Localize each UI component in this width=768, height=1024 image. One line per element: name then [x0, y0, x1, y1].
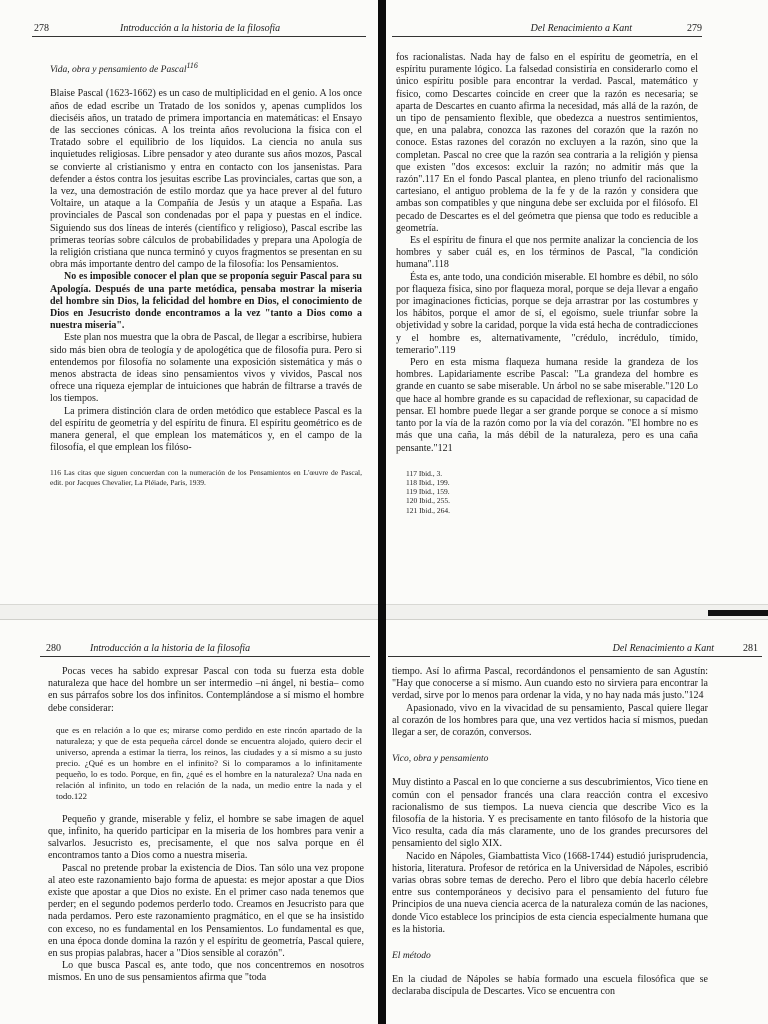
page-number: 278	[34, 23, 49, 34]
footnote: 121 Ibid., 264.	[406, 505, 450, 515]
running-header	[32, 22, 366, 37]
paragraph: Ésta es, ante todo, una condición miserable. El hombre es débil, no sólo por flaqueza física, sino por flaqueza moral, porque se deja llevar a engaño por imaginaciones ficticias, porque se deja arrastrar por las costumbres y los hábitos, porque el amor de sí, el egoísmo, suele triunfar sobre la objetividad y sobre la caridad, porque la vida está hecha de contradicciones y el hombre es, alternativamente, "crédulo, incrédulo, tímido, temerario".119	[396, 271, 698, 356]
footnote-list	[396, 469, 698, 515]
page-279	[386, 0, 768, 608]
footnote: 116 Las citas que siguen concuerdan con la numeración de los Pensamientos en L'œuvre de Pascal, edit. por Jacques Chevalier, La Pléiade, París, 1939.	[50, 468, 362, 488]
page-number: 280	[46, 643, 61, 654]
paragraph: Apasionado, vivo en la vivacidad de su pensamiento, Pascal quiere llegar al corazón de los hombres para que, una vez vertidos hacia sí mismos, puedan llegar a ser, de corazón, conversos.	[392, 702, 708, 739]
paragraph: Es el espíritu de finura el que nos permite analizar la conciencia de los hombres y saber cuál es, en los términos de Pascal, "la condición humana".118	[396, 235, 698, 271]
page-281	[386, 616, 768, 1024]
page-body	[396, 52, 698, 515]
running-title: Introducción a la historia de la filosofía	[120, 23, 281, 34]
section-heading: Vida, obra y pensamiento de Pascal$^{116}$	[50, 61, 198, 76]
paragraph: Pequeño y grande, miserable y feliz, el hombre se sabe imagen de aquel que, infinito, ha querido participar en la miseria de los hombres para venir a salvarlos. Jesucristo es, precisamente, el que nos salva porque en él encontramos tanto a Dios como a nuestra miseria.	[48, 813, 364, 862]
running-title: Del Renacimiento a Kant	[530, 23, 632, 34]
running-title: Introducción a la historia de la filosofía	[90, 643, 251, 654]
running-header	[388, 642, 762, 657]
page-280	[0, 616, 378, 1024]
paragraph: tiempo. Así lo afirma Pascal, recordándonos el pensamiento de san Agustín: "Hay que conocerse a sí mismo. Aun cuando esto no sirviera para encontrar la verdad, sirve por lo menos para ordenar la vida, y no hay nada más justo."124	[392, 666, 708, 702]
paragraph: Nacido en Nápoles, Giambattista Vico (1668-1744) estudió jurisprudencia, historia, literatura. Profesor de retórica en la Universidad de Nápoles, escribió varias obras sobre temas de derecho. Pero el libro que debía hacerlo célebre entre sus contemporáneos y decisivo para el pensamiento del futuro fue Principios de una nueva ciencia acerca de la naturaleza común de las naciones, donde Vico establece los principios de esta ciencia especialmente humana que es la historia.	[392, 850, 708, 935]
book-binding-gutter	[378, 0, 386, 1024]
page-number: 279	[687, 23, 702, 34]
paragraph: Pascal no pretende probar la existencia de Dios. Tan sólo una vez propone al ateo este razonamiento bajo forma de apuesta: es mejor apostar a que Dios existe que apostar a que Dios no existe. En el primer caso nada tenemos que perder; en el segundo podemos perderlo todo. Creamos en Jesucristo para que nada perdamos. Pero este razonamiento pragmático, en el que se ha insistido con exceso, no es fundamental en los Pensamientos. Lo fundamental es que, en una época donde domina la razón y el espíritu de geometría, Pascal quiere, en sus propias palabras, hacer a "Dios sensible al corazón".	[48, 862, 364, 960]
running-title: Del Renacimiento a Kant	[612, 643, 714, 654]
section-heading: Vico, obra y pensamiento	[392, 754, 489, 765]
paragraph: Blaise Pascal (1623-1662) es un caso de multiplicidad en el genio. A los once años de edad escribe un Tratado de los sonidos y, apenas cumplidos los dieciséis años, un tratado de primera importancia en matemáticas: el Ensayo de las secciones cónicas. A los treinta años revoluciona la física con el Tratado sobre el equilibrio de los líquidos. La ciencia no anula sus inquietudes religiosas. Libre pensador y ateo durante sus años mozos, Pascal se convierte al cristianismo y entra en contacto con los jansenistas. Para defender a éstos contra los jesuitas escribe Las provinciales, cartas que son, a la vez, una demostración de estilo mordaz que ya hace prever al del futuro Voltaire, un ataque a la Compañía de Jesús y un ataque a España. Las provinciales de Pascal son condenadas por el papa y puestas en el índice. Siguiendo sus dos líneas de interés (científico y religioso), Pascal escribe las primeras teorías sobre cálculos de probabilidades y prepara una Apología de la religión cristiana que nunca terminó y cuyos fragmentos se presentan en su obra más importante dentro del campo de la filosofía: los Pensamientos.	[50, 88, 362, 271]
paragraph: Pero en esta misma flaqueza humana reside la grandeza de los hombres. Lapidariamente escribe Pascal: "La grandeza del hombre es grande en cuanto se sabe miserable. Un árbol no se sabe miserable."120 Lo que hace al hombre grande es su capacidad de reflexionar, su capacidad de pensar. El hombre puede llegar a ser grande porque se conoce a sí mismo tanto por la vía de la razón como por la vía del corazón. "El hombre no es más que una caña, la más débil de la naturaleza, pero es una caña pensante."121	[396, 357, 698, 454]
paragraph: En la ciudad de Nápoles se había formado una escuela filosófica que se declaraba discípula de Descartes. Vico se encuentra con	[392, 974, 708, 998]
page-body	[48, 666, 364, 985]
footnote: 118 Ibid., 199.	[406, 477, 450, 487]
paragraph: Muy distinto a Pascal en lo que concierne a sus descubrimientos, Vico tiene en común con el pensador francés una clara reacción contra el excesivo racionalismo de sus tiempos. La nueva ciencia que describe Vico es la filosofía de la historia. Y es precisamente en tanto filósofo de la historia que Vico resulta, cada día más claramente, uno de los grandes precursores del pensamiento del siglo XIX.	[392, 777, 708, 850]
paragraph: fos racionalistas. Nada hay de falso en el espíritu de geometría, en el espíritu puramente lógico. La falsedad consistiría en considerarlo como el único espíritu posible para encontrar la verdad. Pascal, matemático y físico, como Descartes coincide en creer que la razón es necesaria; se aparta de Descartes en cuanto afirma la necesidad, más allá de la razón, de un tipo de pensamiento flexible, que obedezca a nuestros sentimientos, que, en una palabra, conozca las razones del corazón que la razón no conoce. Estas razones del corazón no excluyen a la razón, sino que la completan. Pascal no cree que la razón sea contraria a la religión y piensa que existen "dos excesos: excluir la razón; no admitir más que la razón".117 En el fondo Pascal plantea, en pleno triunfo del racionalismo cartesiano, el antiguo problema de la fe y de la razón y considera que ambas son compatibles y que ninguna debe ser excluida por el filósofo. El pecado de Descartes es el del geómetra que piensa que todo es reducible a geometría.	[396, 52, 698, 234]
page-body	[50, 56, 362, 488]
paragraph: Este plan nos muestra que la obra de Pascal, de llegar a escribirse, hubiera sido más bien obra de teología y de apologética que de filosofía pura. Pero si entendemos por filosofía no solamente una exposición sistemática y más o menos abstracta de ideas sino pensamientos vivos y vividos, Pascal nos ofrece una riqueza ejemplar de intuiciones que habrán de filtrarse a través de los tiempos.	[50, 332, 362, 405]
paragraph: Pocas veces ha sabido expresar Pascal con toda su fuerza esta doble naturaleza que hace del hombre un ser intermedio –ni ángel, ni bestia– como en sus párrafos sobre los dos infinitos. Contemplándose a sí mismo el hombre debe considerar:	[48, 666, 364, 714]
footnote: 117 Ibid., 3.	[406, 468, 443, 478]
page-body	[392, 666, 708, 999]
page-278	[0, 0, 378, 608]
footnote: 119 Ibid., 159.	[406, 487, 450, 497]
page-number: 281	[743, 643, 758, 654]
paragraph-highlighted: No es imposible conocer el plan que se proponía seguir Pascal para su Apología. Después de una parte metódica, pensaba mostrar la miseria del hombre sin Dios, la felicidad del hombre en Dios, el conocimiento de Dios en Jesucristo donde encontramos a la vez "tanto a Dios como a nuestra miseria".	[50, 271, 362, 332]
block-quote: que es en relación a lo que es; mirarse como perdido en este rincón apartado de la naturaleza; y que de esta pequeña cárcel donde se encuentra alojado, quiero decir el universo, aprenda a estimar la tierra, los reinos, las ciudades y a sí mismo a su justo precio. ¿Qué es un hombre en el infinito? Si lo comparamos a lo infinitamente pequeño, lo es todo. Porque, en fin, ¿qué es el hombre en la naturaleza? Una nada en relación al infinito, un todo en relación de la nada, un medio entre la nada y el todo.122	[56, 724, 362, 801]
footnote: 120 Ibid., 255.	[406, 496, 450, 506]
running-header	[40, 642, 370, 657]
running-header	[392, 22, 702, 37]
paragraph: Lo que busca Pascal es, ante todo, que nos concentremos en nosotros mismos. En uno de sus pensamientos afirma que "toda	[48, 960, 364, 984]
section-heading: El método	[392, 951, 431, 962]
paragraph: La primera distinción clara de orden metódico que establece Pascal es la del espíritu de geometría y del espíritu de finura. El espíritu geométrico es de manera general, el que emplean los matemáticos y, en el campo de la filosofía, el que emplean los filóso-	[50, 405, 362, 454]
